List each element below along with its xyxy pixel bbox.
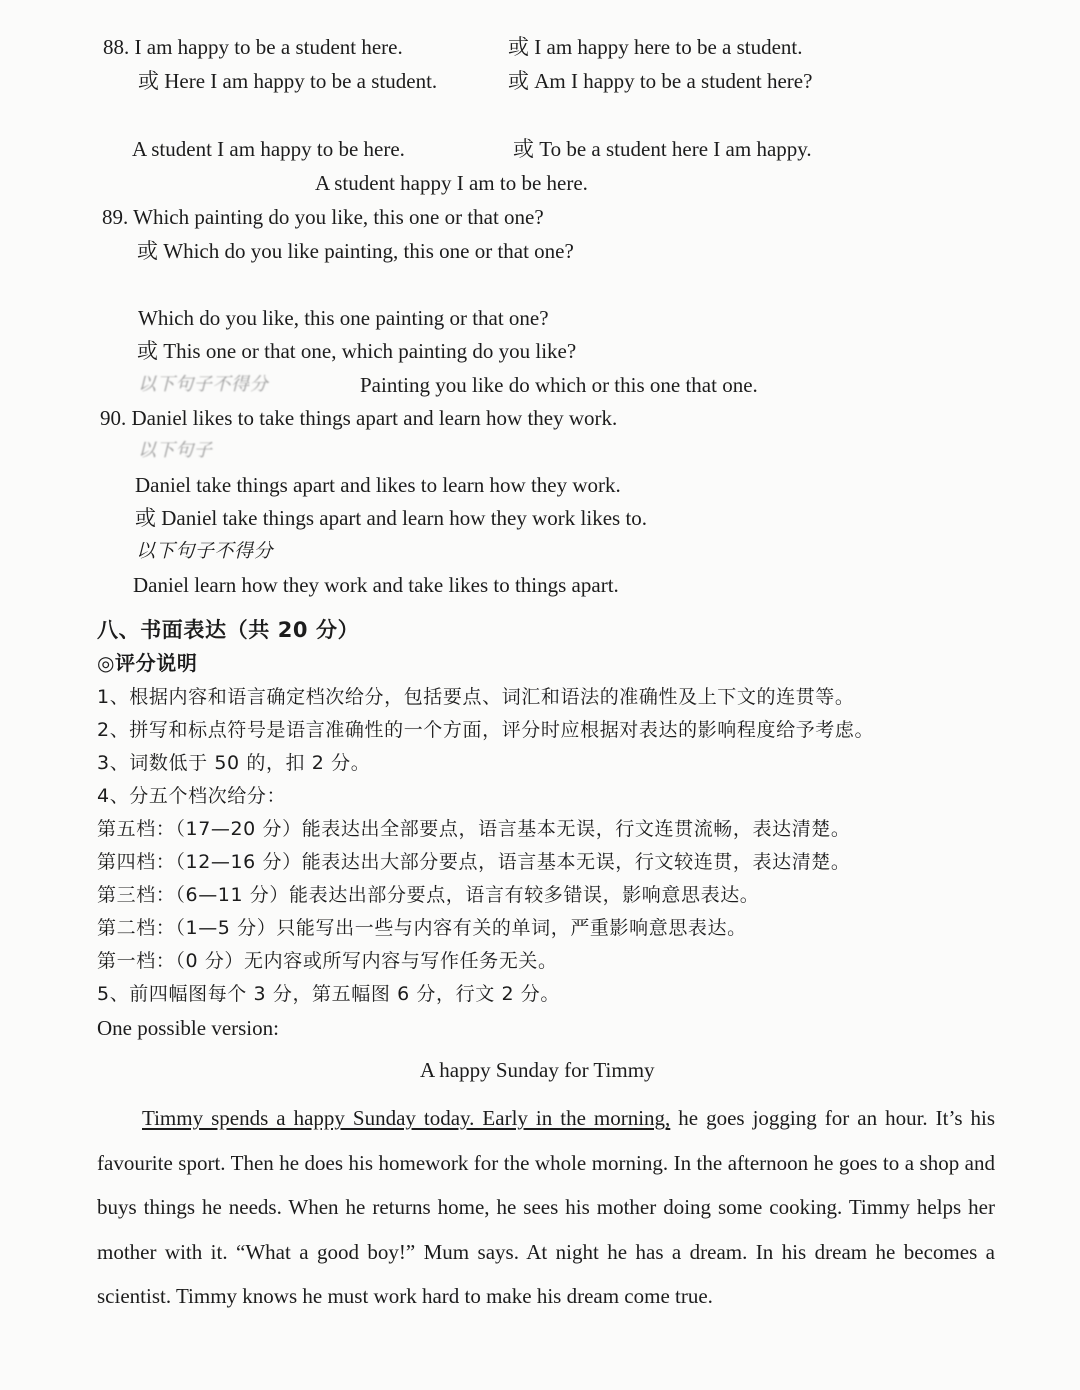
q89-line3: Which do you like, this one painting or that one? <box>138 306 549 330</box>
q89-line1-answer: 89. Which painting do you like, this one or that one? <box>102 205 544 229</box>
essay-body <box>97 1096 995 1319</box>
scoring-level-2: 第二档：（1—5 分）只能写出一些与内容有关的单词，严重影响意思表达。 <box>97 917 747 939</box>
scoring-level-5: 第五档：（17—20 分）能表达出全部要点，语言基本无误，行文连贯流畅，表达清楚。 <box>97 818 851 840</box>
essay-title: A happy Sunday for Timmy <box>420 1058 655 1082</box>
q90-line2: Daniel take things apart and likes to learn how they work. <box>135 473 621 497</box>
q90-line4: Daniel learn how they work and take likes to things apart. <box>133 573 619 597</box>
q90-faded-note: 以下句子 <box>138 440 213 461</box>
scoring-rule-2: 2、拼写和标点符号是语言准确性的一个方面，评分时应根据对表达的影响程度给予考虑。 <box>97 719 875 741</box>
q89-no-score-note: 以下句子不得分 <box>138 374 269 395</box>
q89-line4-alt: 或 This one or that one, which painting do you like? <box>137 339 577 363</box>
section8-heading: 八、书面表达（共 20 分） <box>97 618 360 642</box>
q88-line3-alt2: 或 To be a student here I am happy. <box>513 137 812 161</box>
essay-rest: he goes jogging for an hour. It’s his favourite sport. Then he does his homework for the whole morning. In the afternoon he goes to a shop and buys things he needs. When he returns home, he sees his mother doing some cooking. Timmy helps her mother with it. “What a good boy!” Mum says. At night he has a dream. In his dream he becomes a scientist. Timmy knows he must work hard to make his dream come true. <box>97 1106 995 1308</box>
scoring-title: ◎评分说明 <box>97 651 198 675</box>
q89-line5: Painting you like do which or this one that one. <box>360 373 758 397</box>
q90-line1-answer: 90. Daniel likes to take things apart and learn how they work. <box>100 406 618 430</box>
scoring-rule-3: 3、词数低于 50 的，扣 2 分。 <box>97 752 371 774</box>
scoring-level-4: 第四档：（12—16 分）能表达出大部分要点，语言基本无误，行文较连贯，表达清楚。 <box>97 851 851 873</box>
q90-line3-alt: 或 Daniel take things apart and learn how they work likes to. <box>135 506 648 530</box>
q89-line2-alt: 或 Which do you like painting, this one or that one? <box>137 239 574 263</box>
q88-line4: A student happy I am to be here. <box>315 171 588 195</box>
q88-line2-alt2: 或 Am I happy to be a student here? <box>508 69 813 93</box>
scoring-rule-4: 4、分五个档次给分： <box>97 785 287 807</box>
q88-line1-answer: 88. I am happy to be a student here. <box>103 35 403 59</box>
version-label: One possible version: <box>97 1016 279 1040</box>
q90-no-score-note: 以下句子不得分 <box>136 540 274 562</box>
essay-underlined: Timmy spends a happy Sunday today. Early in the morning, <box>142 1106 671 1130</box>
scoring-level-3: 第三档：（6—11 分）能表达出部分要点，语言有较多错误，影响意思表达。 <box>97 884 760 906</box>
scoring-rule-1: 1、根据内容和语言确定档次给分，包括要点、词汇和语法的准确性及上下文的连贯等。 <box>97 686 855 708</box>
scoring-rule-5: 5、前四幅图每个 3 分，第五幅图 6 分，行文 2 分。 <box>97 983 560 1005</box>
q88-line2-alt: 或 Here I am happy to be a student. <box>138 69 438 93</box>
scoring-level-1: 第一档：（0 分）无内容或所写内容与写作任务无关。 <box>97 950 558 972</box>
q88-line3-alt: A student I am happy to be here. <box>132 137 405 161</box>
q88-line1-alt: 或 I am happy here to be a student. <box>508 35 803 59</box>
